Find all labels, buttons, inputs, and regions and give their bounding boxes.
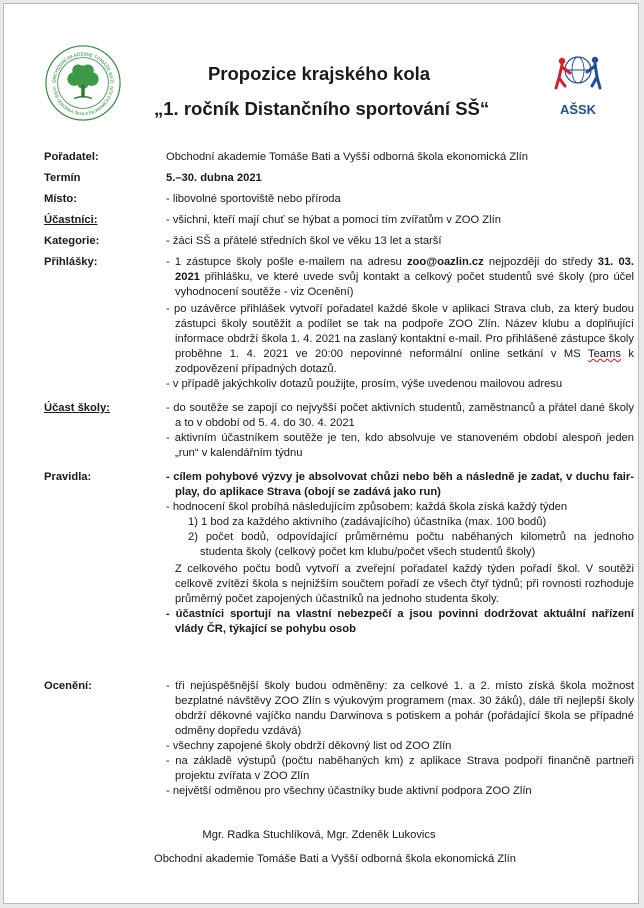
logo-ring-text-top: OBCHODNÍ AKADEMIE TOMÁŠE BATI [52, 52, 114, 84]
awards-partners: - na základě výstupů (počtu naběhaných km) z aplikace Strava podpoří finančně partneři projektu zvířata v ZOO Zlín [166, 755, 634, 782]
participation-paragraph: - do soutěže se zapojí co nejvyšší počet aktivních studentů, zaměstnanců a přátel dané školy a to v období od 5. 4. do 30. 4. 2021 [166, 402, 634, 429]
assk-logo-text: AŠSK [559, 102, 597, 117]
strava-club-paragraph: - po uzávěrce přihlášek vytvoří pořadatel každé škole v aplikaci Strava club, za který budou zástupci školy soutěžit a podílet se tak na podpoře ZOO Zlín. Název klubu a doplňující informace obdrží škola 1. 4. 2021 na zaslaný kontaktní e-mail. Pro přihlášené zástupce školy proběhne 1. 4. 2021 ve 20:00 nepovinné neformální online setkání v MS Teams k zodpovězení případných dotazů. [166, 303, 635, 375]
registration-label: Přihlášky: [44, 256, 98, 268]
date-value: 5.–30. dubna 2021 [166, 172, 262, 184]
questions-paragraph: - v případě jakýchkoliv dotazů použijte, prosím, výše uvedenou mailovou adresu [166, 378, 563, 390]
rules-safety: - účastníci sportují na vlastní nebezpečí a jsou povinni dodržovat aktuální nařízení vlády ČR, týkající se pohybu osob [166, 608, 634, 635]
school-participation-value [166, 401, 634, 461]
rules-value [166, 470, 634, 637]
participants-label: Účastníci: [44, 214, 98, 226]
tree-icon [67, 64, 98, 98]
place-label: Místo: [44, 193, 77, 205]
awards-label: Ocenění: [44, 680, 92, 692]
signatories: Mgr. Radka Stuchlíková, Mgr. Zdeněk Lukovics [202, 829, 436, 841]
organizer-label: Pořadatel: [44, 151, 99, 163]
document-title: Propozice krajského kola [207, 63, 431, 84]
document-page [3, 3, 639, 904]
logo-ring-text-bottom: VYŠŠÍ ODBORNÁ ŠKOLA EKONOMICKÁ ZLÍN [51, 86, 115, 117]
awards-top-schools: - tři nejúspěšnější školy budou odměněny: za celkové 1. a 2. místo získá škola možnost bezplatné návštěvy ZOO Zlín s výukovým programem (max. 30 žáků), dále tři nejlepší školy obdrží děkovné vajíčko nandu Darwinova s potiskem a pohár (pořádající škola se případné odměny dopředu vzdává) [166, 680, 634, 737]
awards-value [166, 679, 634, 799]
rules-scoring: - hodnocení škol probíhá následujícím způsobem: každá škola získá každý týden [166, 501, 568, 513]
participants-value: - všichni, kteří mají chuť se hýbat a pomoci tím zvířatům v ZOO Zlín [166, 214, 501, 226]
organizer-value: Obchodní akademie Tomáše Bati a Vyšší odborná škola ekonomická Zlín [166, 151, 528, 163]
rules-label: Pravidla: [44, 471, 92, 483]
place-value: - libovolné sportoviště nebo příroda [166, 193, 341, 205]
assk-logo [552, 48, 604, 120]
registration-deadline: 31. 03. 2021 [175, 256, 634, 283]
category-label: Kategorie: [44, 235, 100, 247]
awards-support: - největší odměnou pro všechny účastníky bude aktivní podpora ZOO Zlín [166, 785, 532, 797]
active-participant-paragraph: - aktivním účastníkem soutěže je ten, kdo absolvuje ve stanoveném období alespoň jeden „run“ v kalendářním týdnu [166, 432, 634, 459]
rules-item-2: 2) počet bodů, odpovídající průměrnému počtu naběhaných kilometrů na jednoho studenta školy (celkový počet km klubu/počet všech studentů školy) [188, 531, 634, 558]
footer-organization: Obchodní akademie Tomáše Bati a Vyšší odborná škola ekonomická Zlín [154, 853, 516, 865]
awards-thank-you-letter: - všechny zapojené školy obdrží děkovný list od ZOO Zlín [166, 740, 452, 752]
date-label: Termín [44, 172, 81, 184]
rules-ranking: Z celkového počtu bodů vytvoří a zveřejní pořadatel každý týden pořadí škol. V soutěži celkově zvítězí škola s nejnižším součtem pořadí ze všech čtyř týdnů; při rovnosti rozhoduje průměrný počet zapojených účastníků na jednoho studenta školy. [175, 563, 634, 605]
registration-value [166, 255, 634, 392]
globe-runners-icon [556, 57, 600, 88]
document-subtitle: „1. ročník Distančního sportování SŠ“ [154, 98, 490, 119]
contact-email[interactable]: zoo@oazlin.cz [406, 256, 484, 268]
category-value: - žáci SŠ a přátelé středních škol ve věku 13 let a starší [166, 235, 442, 247]
school-logo [44, 44, 122, 122]
registration-paragraph: - 1 zástupce školy pošle e-mailem na adresu zoo@oazlin.cz nejpozději do středy 31. 03. 2021 přihlášku, ve které uvede svůj kontakt a celkový počet studentů své školy (pro účel vyhodnocení soutěže - viz Ocenění) [166, 256, 634, 298]
rules-goal: - cílem pohybové výzvy je absolvovat chůzi nebo běh a následně je zadat, v duchu fair-play, do aplikace Strava (obojí se zadává jako run) [166, 471, 634, 498]
rules-item-1: 1) 1 bod za každého aktivního (zadávajícího) účastníka (max. 100 bodů) [188, 516, 547, 528]
school-participation-label: Účast školy: [44, 402, 110, 414]
